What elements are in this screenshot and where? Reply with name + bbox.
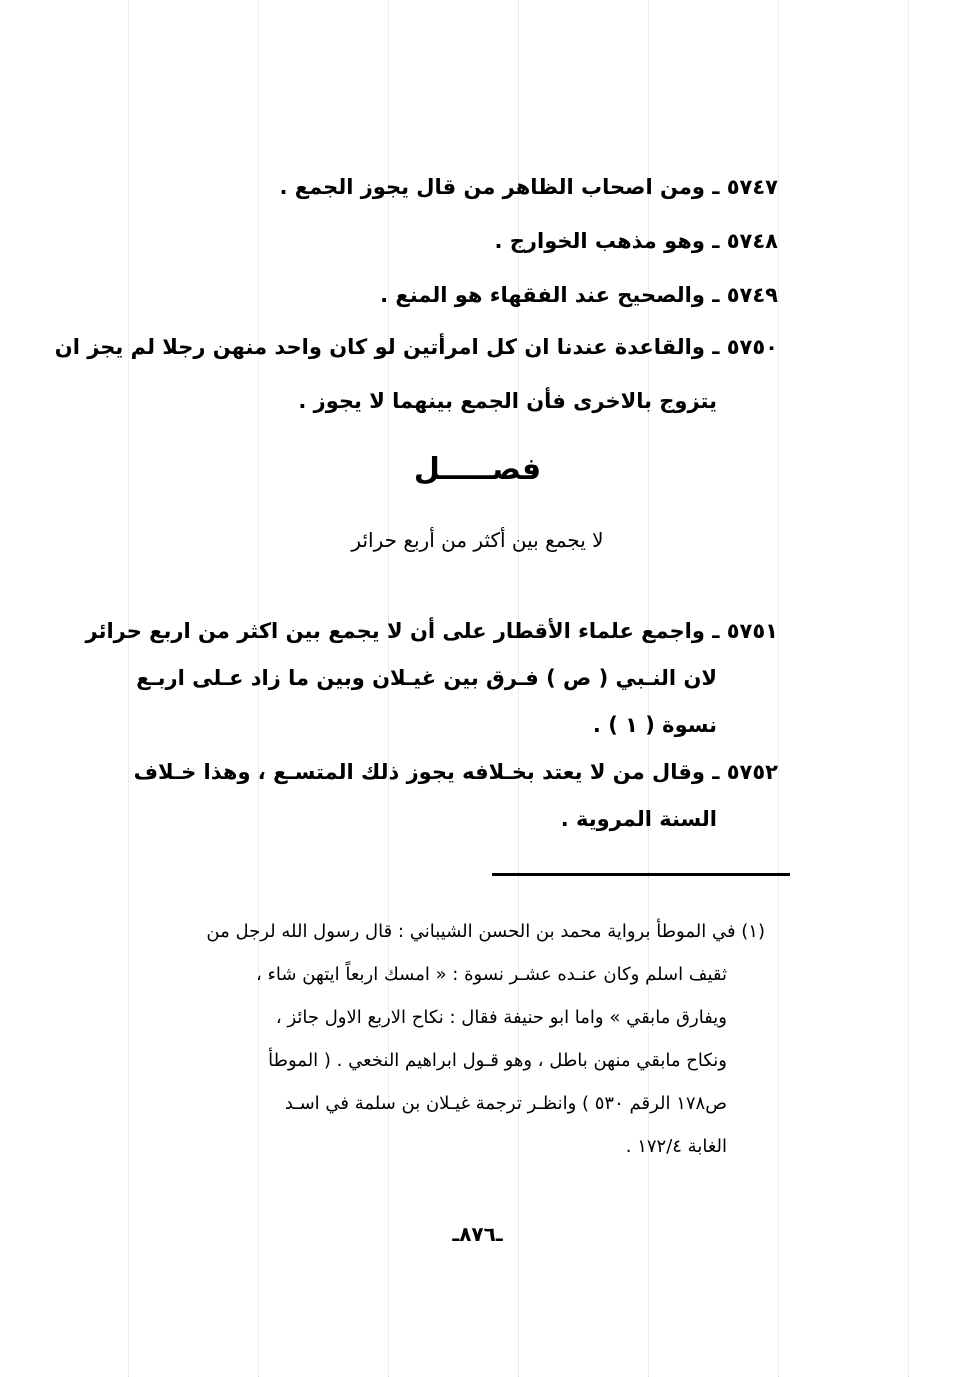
footnote-line: ويفارق مابقي » واما ابو حنيفة فقال : نكاح الاربع الاول جائز ، <box>275 1007 727 1028</box>
section-subtitle: لا يجمع بين أكثر من أربع حرائر <box>351 528 604 552</box>
entry-5750-continuation <box>298 376 717 426</box>
footnote-line: الغابة ١٧٢/٤ . <box>625 1136 727 1157</box>
entry-5751-continuation <box>593 700 717 750</box>
footnote-line: ثقيف اسلم وكان عنـده عشـر نسوة : « امسك اربعاً ايتهن شاء ، <box>255 964 727 985</box>
entry-5752 <box>134 747 778 797</box>
entry-text: ٥٧٤٧ ـ ومن اصحاب الظاهر من قال يجوز الجمع . <box>279 175 778 199</box>
entry-5749 <box>380 270 778 320</box>
page-number: ـ٨٧٦ـ <box>452 1222 503 1246</box>
entry-5751 <box>86 606 778 656</box>
scan-line <box>128 0 129 1377</box>
entry-5752-continuation <box>561 794 717 844</box>
section-title: فصـــــل <box>413 452 542 487</box>
entry-text: ٥٧٥٢ ـ وقال من لا يعتد بخـلافه يجوز ذلك المتسـع ، وهذا خـلاف <box>133 760 778 784</box>
footnote-line: (١) في الموطأ برواية محمد بن الحسن الشيباني : قال رسول الله لرجل من <box>206 921 765 942</box>
entry-5750 <box>55 322 778 372</box>
entry-text: السنة المروية . <box>560 807 717 831</box>
entry-5747 <box>279 162 778 212</box>
entry-text: يتزوج بالاخرى فأن الجمع بينهما لا يجوز . <box>298 389 717 413</box>
footnote-line: ص١٧٨ الرقم ٥٣٠ ) وانظـر ترجمة غيـلان بن سلمة في اسـد <box>284 1093 727 1114</box>
entry-text: ٥٧٥٠ ـ والقاعدة عندنا ان كل امرأتين لو كان واحد منهن رجلا لم يجز ان <box>54 335 778 359</box>
entry-text: ٥٧٥١ ـ واجمع علماء الأقطار على أن لا يجمع بين اكثر من اربع حرائر <box>85 619 778 643</box>
entry-5751-continuation <box>136 653 717 703</box>
entry-text: ٥٧٤٨ ـ وهو مذهب الخوارج . <box>494 229 778 253</box>
entry-text: ٥٧٤٩ ـ والصحيح عند الفقهاء هو المنع . <box>380 283 778 307</box>
footnote-separator <box>492 873 790 876</box>
entry-5748 <box>494 216 778 266</box>
scan-line <box>778 0 779 1377</box>
scan-line <box>908 0 909 1377</box>
footnote-line: ونكاح مابقي منهن باطل ، وهو قـول ابراهيم النخعي . ( الموطأ <box>268 1050 727 1071</box>
entry-text: لان النـبي ( ص ) فـرق بين غيـلان وبين ما زاد عـلى اربـع <box>136 666 717 690</box>
entry-text: نسوة ( ١ ) . <box>592 713 717 737</box>
